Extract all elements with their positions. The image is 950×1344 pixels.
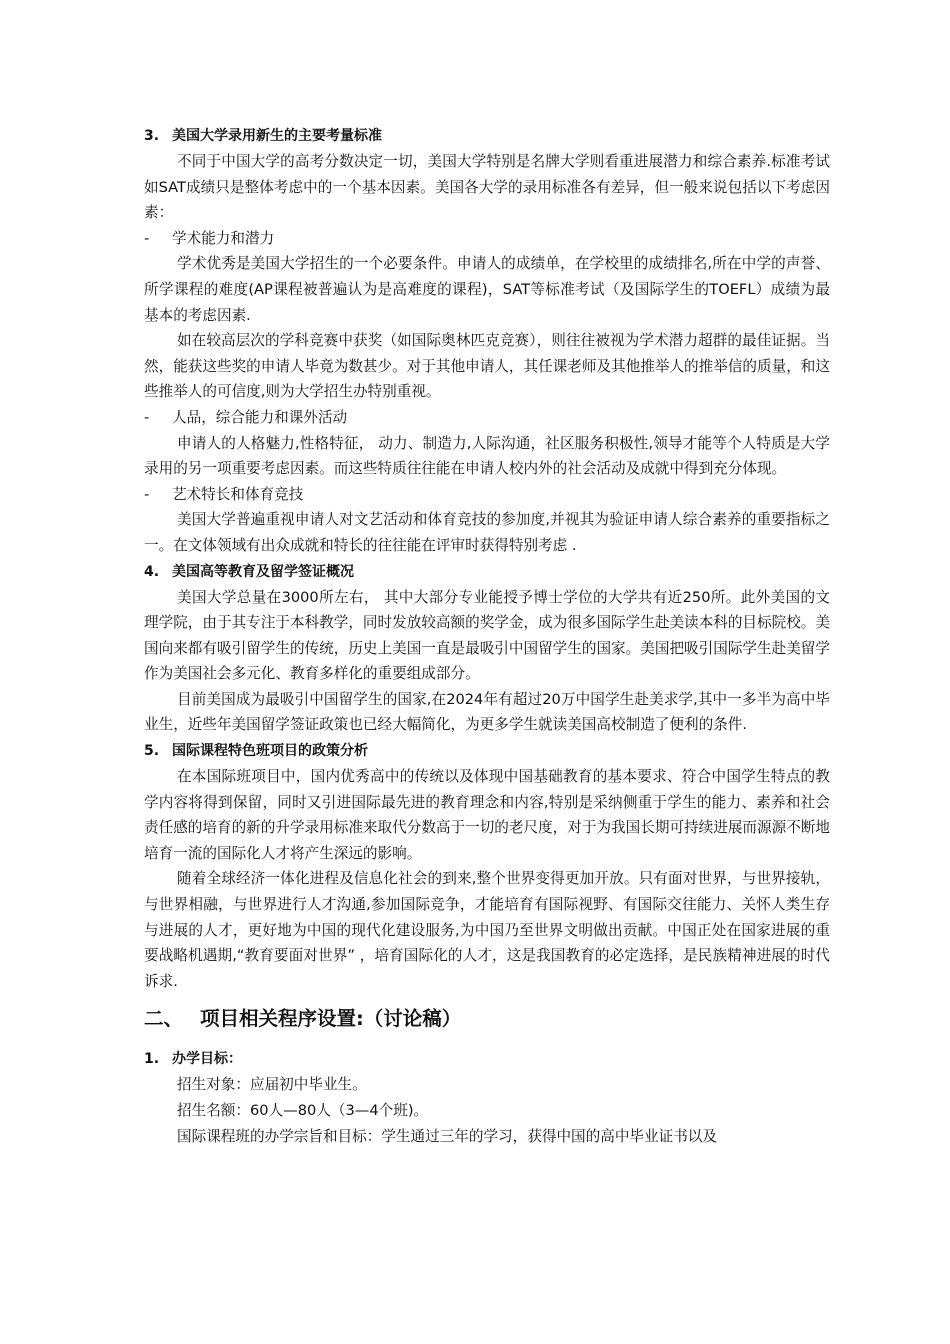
paragraph: 美国大学普遍重视申请人对文艺活动和体育竞技的参加度,并视其为验证申请人综合素养的重要指标之一。在文体领域有出众成就和特长的往往能在评审时获得特别考虑 . [144, 511, 830, 554]
section-4-heading [144, 559, 830, 585]
paragraph: 随着全球经济一体化进程及信息化社会的到来,整个世界变得更加开放。只有面对世界，与世界接轨，与世界相融，与世界进行人才沟通,参加国际竞争，才能培育有国际视野、有国际交往能力、关怀人类生存与进展的人才，更好地为中国的现代化建设服务,为中国乃至世界文明做出贡献。中国正处在国家进展的重要战略机遇期,“教育要面对世界” ，培育国际化的人才，这是我国教育的必定选择，是民族精神进展的时代诉求. [144, 870, 830, 990]
bullet-dash: - [144, 485, 150, 503]
section-number: 4. [144, 563, 160, 580]
section-number: 3. [144, 128, 160, 144]
bullet-text: 人品，综合能力和课外活动 [172, 408, 348, 426]
bullet-item [144, 405, 830, 431]
section-title: 国际课程特色班项目的政策分析 [172, 743, 368, 760]
paragraph: 在本国际班项目中，国内优秀高中的传统以及体现中国基础教育的基本要求、符合中国学生特点的教学内容将得到保留，同时又引进国际最先进的教育理念和内容,特别是采纳侧重于学生的能力、素养和社会责任感的培育的新的升学录用标准来取代分数高于一切的老尺度，对于为我国长期可持续进展而源源不断地培育一流的国际化人才将产生深远的影响。 [144, 768, 830, 862]
paragraph: 美国大学总量在3000所左右， 其中大部分专业能授予博士学位的大学共有近250所。此外美国的文理学院，由于其专注于本科教学，同时发放较高额的奖学金，成为很多国际学生赴美读本科的目标院校。美国向来都有吸引留学生的传统，历史上美国一直是最吸引中国留学生的国家。美国把吸引国际学生赴美留学作为美国社会多元化、教育多样化的重要组成部分。 [144, 588, 830, 683]
program-goal-line: 国际课程班的办学宗旨和目标：学生通过三年的学习，获得中国的高中毕业证书以及 [177, 1127, 717, 1145]
paragraph: 如在较高层次的学科竞赛中获奖（如国际奥林匹克竞赛），则往往被视为学术潜力超群的最佳证据。当然，能获这些奖的申请人毕竟为数甚少。对于其他申请人，其任课老师及其他推举人的推举信的质量，和这些推举人的可信度,则为大学招生办特别重视。 [144, 332, 830, 401]
paragraph: 申请人的人格魅力,性格特征， 动力、制造力,人际沟通，社区服务积极性,领导才能等个人特质是大学录用的另一项重要考虑因素。而这些特质往往能在申请人校内外的社会活动及成就中得到充分体现。 [144, 434, 830, 478]
section-number: 5. [144, 743, 160, 760]
part-number: 二、 [144, 1007, 184, 1031]
section-3-heading [144, 123, 830, 149]
bullet-item [144, 226, 830, 252]
paragraph: 学术优秀是美国大学招生的一个必要条件。申请人的成绩单，在学校里的成绩排名,所在中学的声誉、所学课程的难度(AP课程被普遍认为是高难度的课程)，SAT等标准考试（及国际学生的TOEFL）成绩为最基本的考虑因素. [144, 255, 830, 324]
section-5-heading [144, 738, 830, 764]
enrollment-target-line: 招生对象：应届初中毕业生。 [177, 1076, 367, 1094]
bullet-dash: - [144, 408, 150, 426]
section-title: 美国大学录用新生的主要考量标准 [172, 128, 382, 144]
enrollment-quota-line: 招生名额：60人—80人（3—4个班)。 [177, 1102, 429, 1119]
section-number: 1. [144, 1051, 160, 1068]
part-title: 项目相关程序设置:（讨论稿） [200, 1007, 462, 1031]
subsection-1-heading [144, 1046, 830, 1072]
section-title: 美国高等教育及留学签证概况 [172, 563, 354, 580]
bullet-text: 艺术特长和体育竞技 [172, 485, 304, 503]
part-2-heading [144, 1002, 830, 1036]
bullet-item [144, 482, 830, 508]
paragraph: 不同于中国大学的高考分数决定一切，美国大学特别是名牌大学则看重进展潜力和综合素养.标准考试如SAT成绩只是整体考虑中的一个基本因素。美国各大学的录用标准各有差异，但一般来说包括以下考虑因素： [144, 153, 830, 222]
section-title: 办学目标： [172, 1051, 242, 1068]
bullet-text: 学术能力和潜力 [172, 229, 275, 247]
paragraph: 目前美国成为最吸引中国留学生的国家,在2024年有超过20万中国学生赴美求学,其中一多半为高中毕业生，近些年美国留学签证政策也已经大幅简化，为更多学生就读美国高校制造了便利的条件. [144, 690, 830, 734]
bullet-dash: - [144, 229, 150, 247]
